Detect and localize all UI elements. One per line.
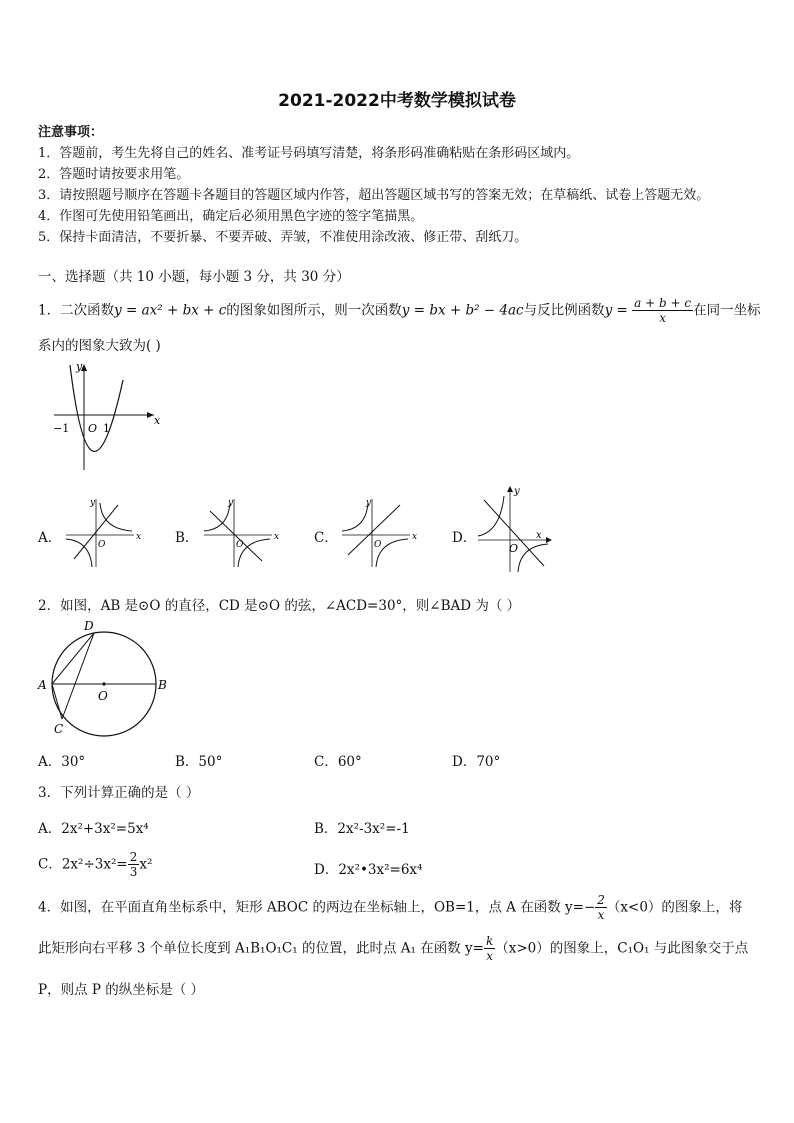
x-axis-arrow-icon [546, 537, 552, 543]
label-b: B [158, 678, 167, 692]
hyperbola-branch-1 [478, 496, 504, 536]
q2-option-a[interactable]: A．30° [38, 754, 86, 770]
origin-label: O [374, 540, 382, 550]
q3-frac-num: 2 [129, 850, 138, 864]
question-1-line-2: 系内的图象大致为( ) [38, 338, 161, 354]
q1-formula-linear: y = bx + b² − 4ac [401, 302, 524, 319]
question-2-text: 2．如图，AB 是⊙O 的直径，CD 是⊙O 的弦，∠ACD=30°，则∠BAD 为（ ） [38, 598, 521, 614]
q4-frac-2 [484, 934, 495, 964]
q1-option-d-label[interactable]: D． [452, 530, 477, 546]
q4-frac-2-num: k [485, 934, 494, 948]
origin-label: O [236, 540, 244, 550]
q1-option-c-graph[interactable] [338, 497, 420, 569]
chord-ac [52, 684, 62, 719]
q4-frac-1-num: 2 [597, 893, 605, 907]
label-a: A [38, 678, 47, 692]
tick-minus-1: −1 [53, 422, 70, 435]
tick-1: 1 [103, 422, 110, 435]
x-label: x [536, 530, 542, 541]
q1-text-4: 在同一坐标 [693, 302, 761, 319]
question-4-line-3: P，则点 P 的纵坐标是（ ） [38, 982, 205, 998]
y-axis-arrow-icon [507, 486, 513, 492]
q4-text-2b: （x>0）的图象上，C₁O₁ 与此图象交于点 [495, 940, 749, 957]
y-label: y [366, 498, 372, 508]
q4-text-1a: 4．如图，在平面直角坐标系中，矩形 ABOC 的两边在坐标轴上，OB=1，点 A 在函数 y=− [38, 899, 596, 916]
q3-option-a[interactable]: A．2x²+3x²=5x⁴ [38, 821, 149, 837]
q1-text-2: 的图象如图所示，则一次函数 [226, 302, 402, 319]
hyperbola-branch-1 [342, 503, 368, 531]
y-label: y [90, 498, 96, 508]
y-label: y [514, 486, 520, 497]
q3-option-c[interactable] [38, 850, 152, 880]
x-label: x [412, 532, 418, 542]
q1-option-a-graph[interactable] [62, 497, 144, 569]
q4-frac-1 [595, 893, 607, 923]
q1-option-b-graph[interactable] [200, 497, 282, 569]
q1-option-d-graph[interactable] [474, 484, 558, 574]
q3-option-d[interactable]: D．2x²•3x²=6x⁴ [314, 862, 423, 878]
q4-frac-2-den: x [486, 949, 493, 964]
question-1-line-1 [38, 296, 761, 326]
notice-heading: 注意事项： [38, 125, 104, 140]
q1-option-b-label[interactable]: B． [175, 530, 199, 546]
question-4-line-1 [38, 893, 742, 923]
notice-item-1: 1．答题前，考生先将自己的姓名、准考证号码填写清楚，将条形码准确粘贴在条形码区域内。 [38, 146, 580, 161]
q2-option-d[interactable]: D．70° [452, 754, 501, 770]
q1-text-3: 与反比例函数 [523, 302, 605, 319]
x-label: x [154, 414, 161, 427]
q4-text-1b: （x<0）的图象上，将 [606, 899, 743, 916]
q4-frac-1-den: x [597, 908, 605, 923]
x-label: x [274, 532, 280, 542]
q1-frac-den: x [659, 311, 667, 326]
q3-option-c-post: x² [139, 856, 153, 873]
notice-item-5: 5．保持卡面清洁，不要折暴、不要弄破、弄皱，不准使用涂改液、修正带、刮纸刀。 [38, 230, 528, 245]
origin-label: O [98, 540, 106, 550]
q1-formula-quadratic: y = ax² + bx + c [114, 302, 227, 319]
parabola-curve [70, 365, 123, 451]
q3-option-c-pre: C．2x²÷3x²= [38, 856, 128, 873]
q3-option-c-frac [128, 850, 140, 880]
q3-option-b[interactable]: B．2x²-3x²=-1 [314, 821, 410, 837]
q1-text-1: 1．二次函数 [38, 302, 115, 319]
q1-formula-inverse-frac [632, 296, 693, 326]
chord-cd [62, 633, 94, 719]
q1-option-c-label[interactable]: C． [314, 530, 338, 546]
q1-frac-num: a + b + c [634, 296, 692, 310]
origin-label: O [509, 542, 519, 555]
question-3-text: 3．下列计算正确的是（ ） [38, 785, 200, 801]
q4-text-2a: 此矩形向右平移 3 个单位长度到 A₁B₁O₁C₁ 的位置，此时点 A₁ 在函数 y= [38, 940, 484, 957]
label-o: O [98, 689, 108, 703]
q2-option-b[interactable]: B．50° [175, 754, 223, 770]
y-label: y [76, 360, 83, 373]
x-label: x [136, 532, 142, 542]
question-4-line-2 [38, 934, 748, 964]
origin-label: O [88, 422, 98, 435]
q1-formula-inverse-lhs: y = [604, 302, 628, 319]
label-d: D [84, 619, 94, 633]
y-label: y [228, 498, 234, 508]
label-c: C [54, 722, 64, 736]
section-heading: 一、选择题（共 10 小题，每小题 3 分，共 30 分） [38, 269, 350, 285]
q2-option-c[interactable]: C．60° [314, 754, 362, 770]
q2-circle-figure [36, 614, 176, 740]
line-graph [484, 500, 544, 566]
page-title: 2021-2022中考数学模拟试卷 [278, 91, 516, 111]
center-dot [102, 682, 105, 685]
notice-item-4: 4．作图可先使用铅笔画出，确定后必须用黑色字迹的签字笔描黑。 [38, 209, 424, 224]
q3-frac-den: 3 [129, 865, 138, 880]
x-axis-arrow-icon [147, 412, 154, 418]
q1-option-a-label[interactable]: A． [38, 530, 62, 546]
line-graph [210, 511, 262, 561]
notice-item-3: 3．请按照题号顺序在答题卡各题目的答题区域内作答，超出答题区域书写的答案无效；在草稿纸、试卷上答题无效。 [38, 188, 710, 203]
notice-item-2: 2．答题时请按要求用笔。 [38, 167, 190, 182]
q1-parabola-graph [48, 360, 168, 475]
hyperbola-branch-2 [518, 544, 548, 572]
